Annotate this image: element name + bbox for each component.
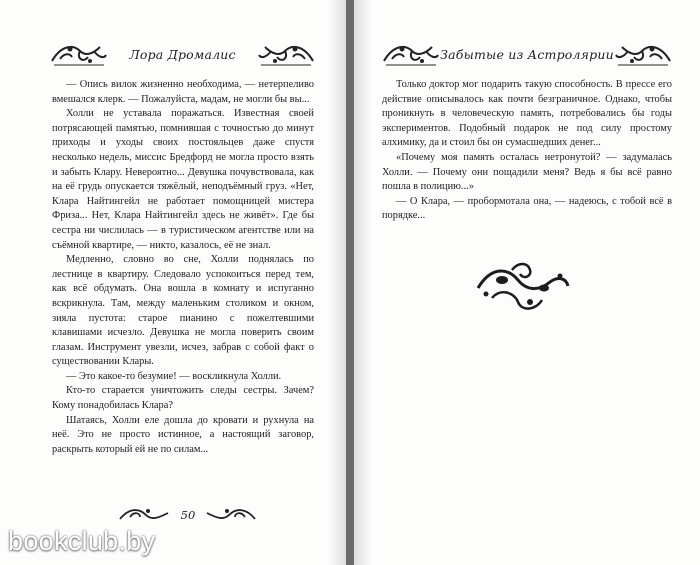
site-watermark: bookclub.by [8, 526, 156, 556]
paragraph: — Это какое-то безумие! — воскликнула Холли. [66, 370, 282, 382]
paragraph: Кто-то старается уничтожить следы сестры. Зачем? Кому понадобилась Клара? [52, 385, 314, 412]
paragraph: — Опись вилок жизненно необходима, — нетерпеливо вмешался клерк. — Пожалуйста, мадам, не могли бы вы... [52, 79, 314, 105]
paragraph: Шатаясь, Холли еле дошла до кровати и рухнула на неё. Это не просто истинное, а настоящий заговор, раскрыть который ей не по силам... [52, 414, 314, 455]
floral-vignette-icon [472, 258, 572, 316]
paragraph: Холли не уставала поражаться. Известная своей потрясающей памятью, помнившая с точностью до минут приходы и уходы своих постояльцев даже спустя несколько недель, миссис Бредфорд не могла просто взять и забыть Клару. Невероятно... Девушка почувствовала, как на её грудь опускается тяжёлый, неподъёмный груз. «Нет, Клара Найтингейл не работает помощницей мистера Фриза... Нет, Клара Найтингейл здесь не живёт». Где бы сестра ни числилась — в туристическом агентстве или на съёмной квартире, — никто, казалось, её не знал. [52, 108, 314, 251]
paragraph: Медленно, словно во сне, Холли поднялась по лестнице в квартиру. Следовало успокоиться перед тем, как всё обдумать. Она вошла в комнату и испуганно вскрикнула. Там, между маленьким столиком и окном, зияла пустота: старое пианино с пожелтевшими клавишами исчезло. Девушка не могла поверить своим глазам. Инструмент увезли, исчез, забрав с собой факт о существовании Клары. [52, 254, 314, 368]
gutter-shadow [354, 0, 372, 565]
paragraph: «Почему моя память осталась нетронутой? — задумалась Холли. — Почему они пощадили меня? Ведь я бы всё равно пошла в полицию...» [382, 151, 672, 193]
flourish-ornament-icon [382, 39, 440, 69]
paragraph: Только доктор мог подарить такую способность. В прессе его действие описывалось как почти безграничное. Однако, чтобы проникнуть в человеческую память, потребовались бы годы экспериментов. Подобный подарок не под силу простому алхимику, да и стоил бы он сумасшедших денег... [382, 79, 672, 149]
left-running-header [50, 38, 315, 70]
running-header-title: Лора Дромалис [129, 46, 236, 62]
left-page [0, 0, 346, 565]
paragraph: — О Клара, — пробормотала она, — надеюсь, с тобой всё в порядке... [382, 195, 672, 222]
flourish-ornament-icon [614, 39, 672, 69]
page-number: 50 [180, 508, 196, 522]
flourish-ornament-icon [205, 503, 257, 527]
flourish-ornament-icon [50, 39, 108, 69]
gutter-shadow [328, 0, 346, 565]
left-body-text [52, 78, 314, 457]
right-running-header [382, 38, 672, 70]
flourish-ornament-icon [257, 39, 315, 69]
right-body-text [382, 78, 672, 224]
right-page [354, 0, 700, 565]
flourish-ornament-icon [118, 503, 170, 527]
running-header-title: Забытые из Астролярии [440, 46, 614, 62]
